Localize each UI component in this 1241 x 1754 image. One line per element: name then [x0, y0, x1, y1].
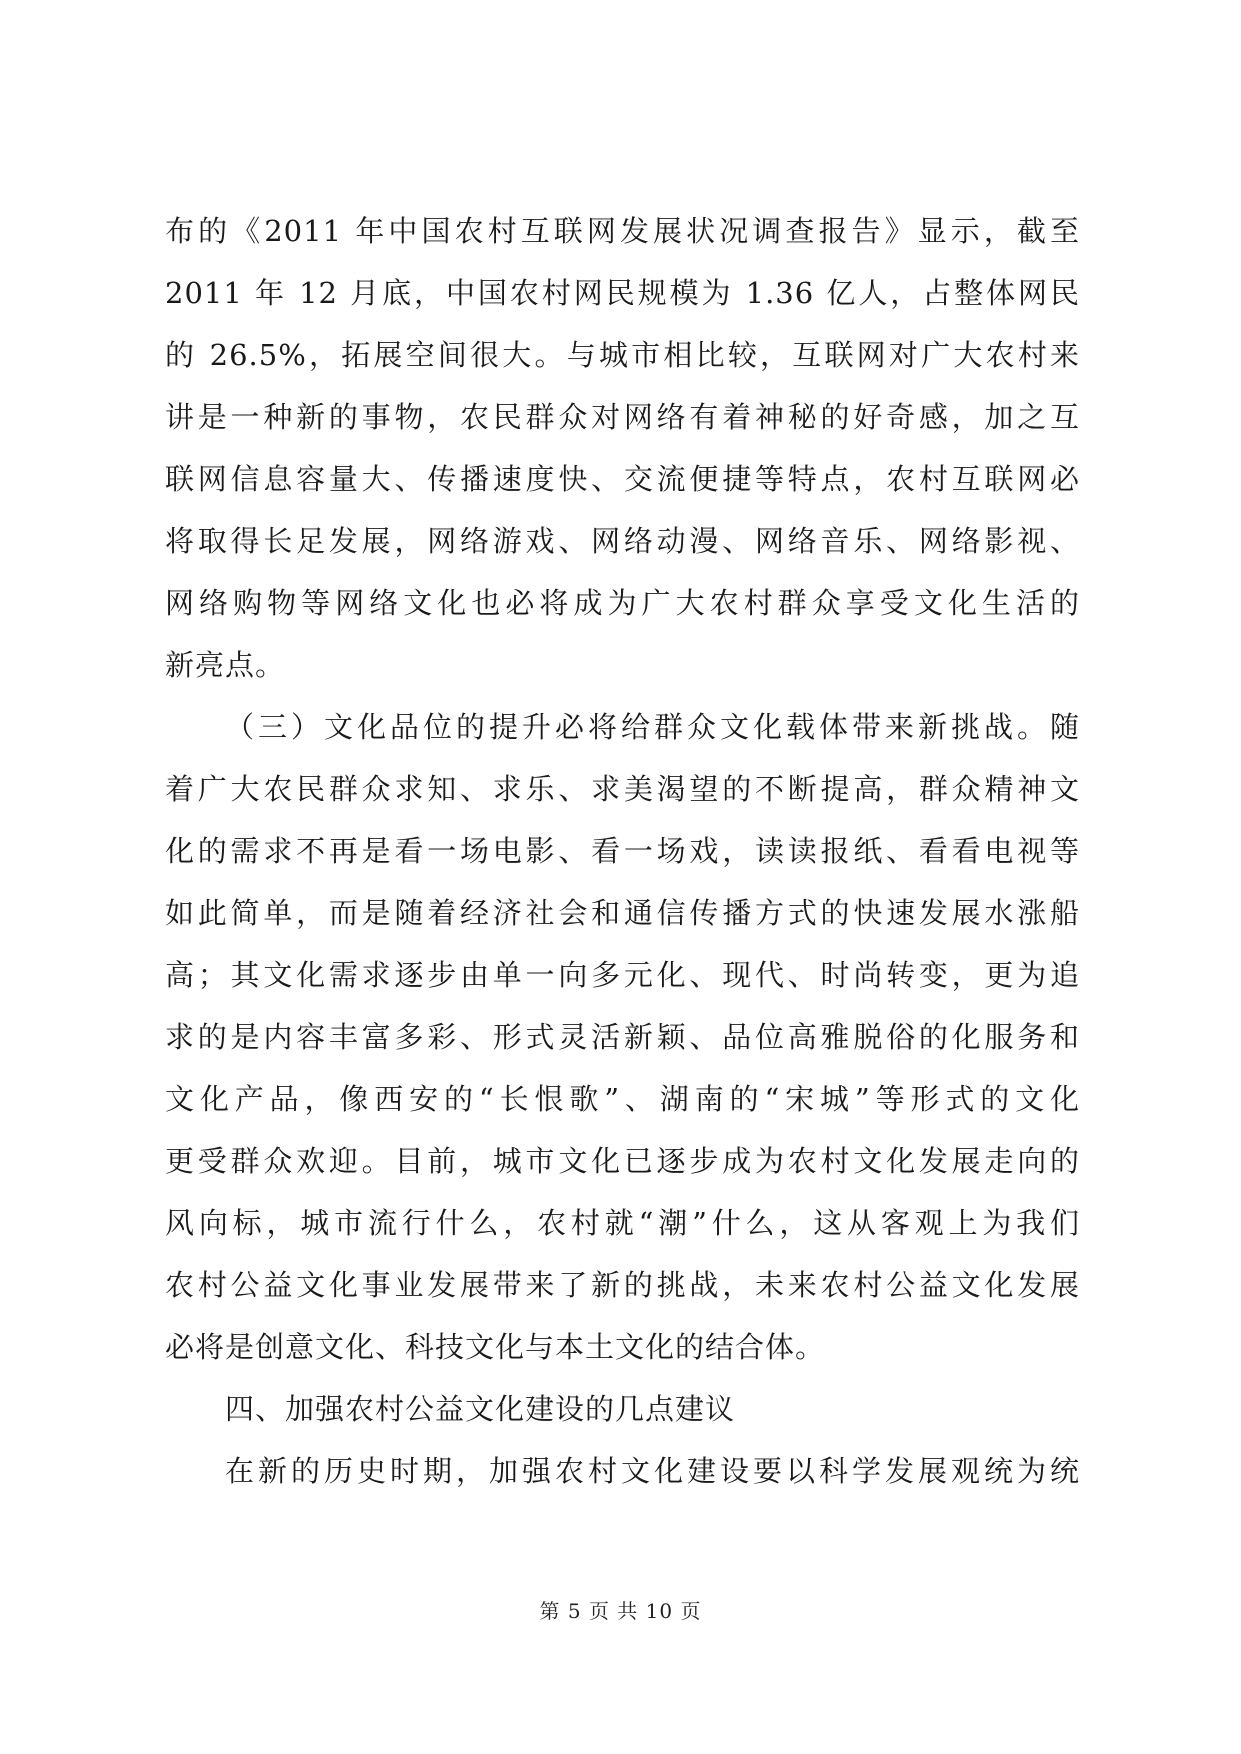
body-line: 如此简单，而是随着经济社会和通信传播方式的快速发展水涨船 [165, 896, 1080, 930]
body-line: 联网信息容量大、传播速度快、交流便捷等特点，农村互联网必 [165, 462, 1080, 496]
body-line: 在新的历史时期，加强农村文化建设要以科学发展观统为统 [225, 1454, 1080, 1488]
body-line: 求的是内容丰富多彩、形式灵活新颖、品位高雅脱俗的化服务和 [165, 1020, 1080, 1054]
section-four-heading: 四、加强农村公益文化建设的几点建议 [225, 1392, 736, 1426]
body-line: 高；其文化需求逐步由单一向多元化、现代、时尚转变，更为追 [165, 958, 1080, 992]
body-line: 新亮点。 [165, 648, 286, 682]
body-line: 2011 年 12 月底，中国农村网民规模为 1.36 亿人，占整体网民 [165, 276, 1080, 310]
body-line: 农村公益文化事业发展带来了新的挑战，未来农村公益文化发展 [165, 1268, 1080, 1302]
page-number-footer: 第 5 页 共 10 页 [539, 1599, 702, 1623]
body-line: 讲是一种新的事物，农民群众对网络有着神秘的好奇感，加之互 [165, 400, 1080, 434]
body-line: 更受群众欢迎。目前，城市文化已逐步成为农村文化发展走向的 [165, 1144, 1080, 1178]
body-line: 网络购物等网络文化也必将成为广大农村群众享受文化生活的 [165, 586, 1080, 620]
body-line: 必将是创意文化、科技文化与本土文化的结合体。 [165, 1330, 826, 1364]
section-three-heading-line: （三）文化品位的提升必将给群众文化载体带来新挑战。随 [225, 710, 1080, 744]
body-line: 化的需求不再是看一场电影、看一场戏，读读报纸、看看电视等 [165, 834, 1080, 868]
body-line: 布的《2011 年中国农村互联网发展状况调查报告》显示，截至 [165, 214, 1080, 248]
document-body [165, 200, 1080, 1502]
body-line: 着广大农民群众求知、求乐、求美渴望的不断提高，群众精神文 [165, 772, 1080, 806]
body-line: 的 26.5%，拓展空间很大。与城市相比较，互联网对广大农村来 [165, 338, 1080, 372]
body-line: 风向标，城市流行什么，农村就“潮”什么，这从客观上为我们 [165, 1206, 1080, 1240]
body-line: 文化产品，像西安的“长恨歌”、湖南的“宋城”等形式的文化 [165, 1082, 1080, 1116]
body-line: 将取得长足发展，网络游戏、网络动漫、网络音乐、网络影视、 [165, 524, 1080, 558]
